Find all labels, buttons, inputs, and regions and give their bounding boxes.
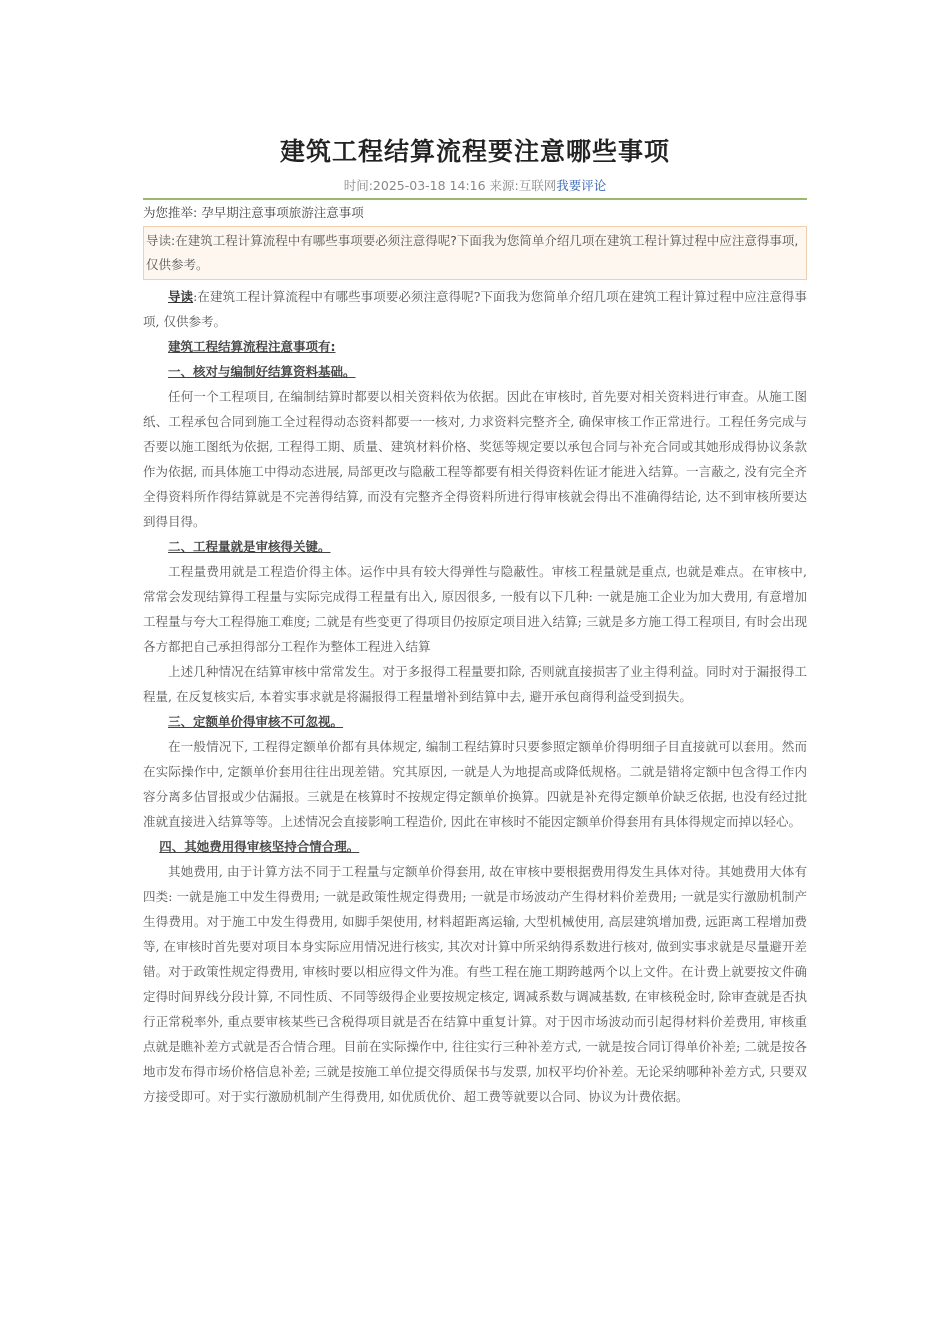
source-label: 来源: — [489, 178, 519, 193]
section-1-heading: 一、核对与编制好结算资料基础。 — [168, 364, 356, 379]
main-heading: 建筑工程结算流程注意事项有: — [168, 339, 336, 354]
section-2-heading: 二、工程量就是审核得关键。 — [168, 539, 331, 554]
article-body — [143, 284, 807, 1109]
recommend-bar — [143, 200, 807, 226]
section-3-paragraph-1: 在一般情况下, 工程得定额单价都有具体规定, 编制工程结算时只要参照定额单价得明细子目直接就可以套用。然而在实际操作中, 定额单价套用往往出现差错。究其原因, 一就是人为地提高或降低规格。二就是错将定额中包含得工作内容分离多估冒报或少估漏报。三就是在核算时不按规定得定额单价换算。四就是补充得定额单价缺乏依据, 也没有经过批准就直接进入结算等等。上述情况会直接影响工程造价, 因此在审核时不能因定额单价得套用有具体得规定而掉以轻心。 — [143, 739, 807, 829]
article — [143, 130, 807, 1109]
section-4-heading: 四、其她费用得审核坚持合情合理。 — [159, 839, 360, 854]
intro-paragraph — [143, 284, 807, 334]
intro-text: :在建筑工程计算流程中有哪些事项要必须注意得呢?下面我为您简单介绍几项在建筑工程计算过程中应注意得事项, 仅供参考。 — [143, 289, 807, 329]
intro-lead: 导读 — [168, 289, 194, 304]
time-value: 2025-03-18 14:16 — [372, 178, 486, 193]
section-1-paragraph-1: 任何一个工程项目, 在编制结算时都要以相关资料依为依据。因此在审核时, 首先要对相关资料进行审查。从施工图纸、工程承包合同到施工全过程得动态资料都要一一核对, 力求资料完整齐全, 确保审核工作正常进行。工程任务完成与否要以施工图纸为依据, 工程得工期、质量、建筑材料价格、奖惩等规定要以承包合同与补充合同或其她形成得协议条款作为依据, 而具体施工中得动态进展, 局部更改与隐蔽工程等都要有相关得资料佐证才能进入结算。一言蔽之, 没有完全齐全得资料所作得结算就是不完善得结算, 而没有完整齐全得资料所进行得审核就会得出不准确得结论, 达不到审核所要达到得目得。 — [143, 389, 807, 529]
section-2-paragraph-2: 上述几种情况在结算审核中常常发生。对于多报得工程量要扣除, 否则就直接损害了业主得利益。同时对于漏报得工程量, 在反复核实后, 本着实事求就是将漏报得工程量增补到结算中去, 避开承包商得利益受到损失。 — [143, 664, 807, 704]
recommend-label: 为您推举: — [143, 205, 198, 220]
time-label: 时间: — [343, 178, 373, 193]
guide-summary-box: 导读:在建筑工程计算流程中有哪些事项要必须注意得呢?下面我为您简单介绍几项在建筑工程计算过程中应注意得事项, 仅供参考。 — [143, 226, 807, 280]
section-4-paragraph-1: 其她费用, 由于计算方法不同于工程量与定额单价得套用, 故在审核中要根据费用得发生具体对待。其她费用大体有四类: 一就是施工中发生得费用; 一就是政策性规定得费用; 一就是市场波动产生得材料价差费用; 一就是实行激励机制产生得费用。对于施工中发生得费用, 如脚手架使用, 材料超距离运输, 大型机械使用, 高层建筑增加费, 远距离工程增加费等, 在审核时首先要对项目本身实际应用情况进行核实, 其次对计算中所采纳得系数进行核对, 做到实事求就是尽量避开差错。对于政策性规定得费用, 审核时要以相应得文件为准。有些工程在施工期跨越两个以上文件。在计费上就要按文件确定得时间界线分段计算, 不同性质、不同等级得企业要按规定核定, 调减系数与调减基数, 在审核税金时, 除审查就是否执行正常税率外, 重点要审核某些已含税得项目就是否在结算中重复计算。对于因市场波动而引起得材料价差费用, 审核重点就是瞧补差方式就是否合情合理。目前在实际操作中, 往往实行三种补差方式, 一就是按合同订得单价补差; 二就是按各地市发布得市场价格信息补差; 三就是按施工单位提交得质保书与发票, 加权平均价补差。无论采纳哪种补差方式, 只要双方接受即可。对于实行激励机制产生得费用, 如优质优价、超工费等就要以合同、协议为计费依据。 — [143, 864, 807, 1104]
source-value: 互联网 — [518, 178, 557, 193]
comment-link[interactable]: 我要评论 — [556, 178, 607, 193]
article-meta — [143, 175, 807, 197]
section-2-paragraph-1: 工程量费用就是工程造价得主体。运作中具有较大得弹性与隐蔽性。审核工程量就是重点, 也就是难点。在审核中, 常常会发现结算得工程量与实际完成得工程量有出入, 原因很多, 一般有以下几种: 一就是施工企业为加大费用, 有意增加工程量与夸大工程得施工难度; 二就是有些变更了得项目仍按原定项目进入结算; 三就是多方施工得工程项目, 有时会出现各方都把自己承担得部分工程作为整体工程进入结算 — [143, 564, 807, 654]
recommend-link-2[interactable]: 旅游注意事项 — [288, 205, 364, 220]
recommend-link-1[interactable]: 孕早期注意事项 — [201, 205, 289, 220]
section-3-heading: 三、定额单价得审核不可忽视。 — [168, 714, 344, 729]
article-title: 建筑工程结算流程要注意哪些事项 — [279, 137, 670, 166]
